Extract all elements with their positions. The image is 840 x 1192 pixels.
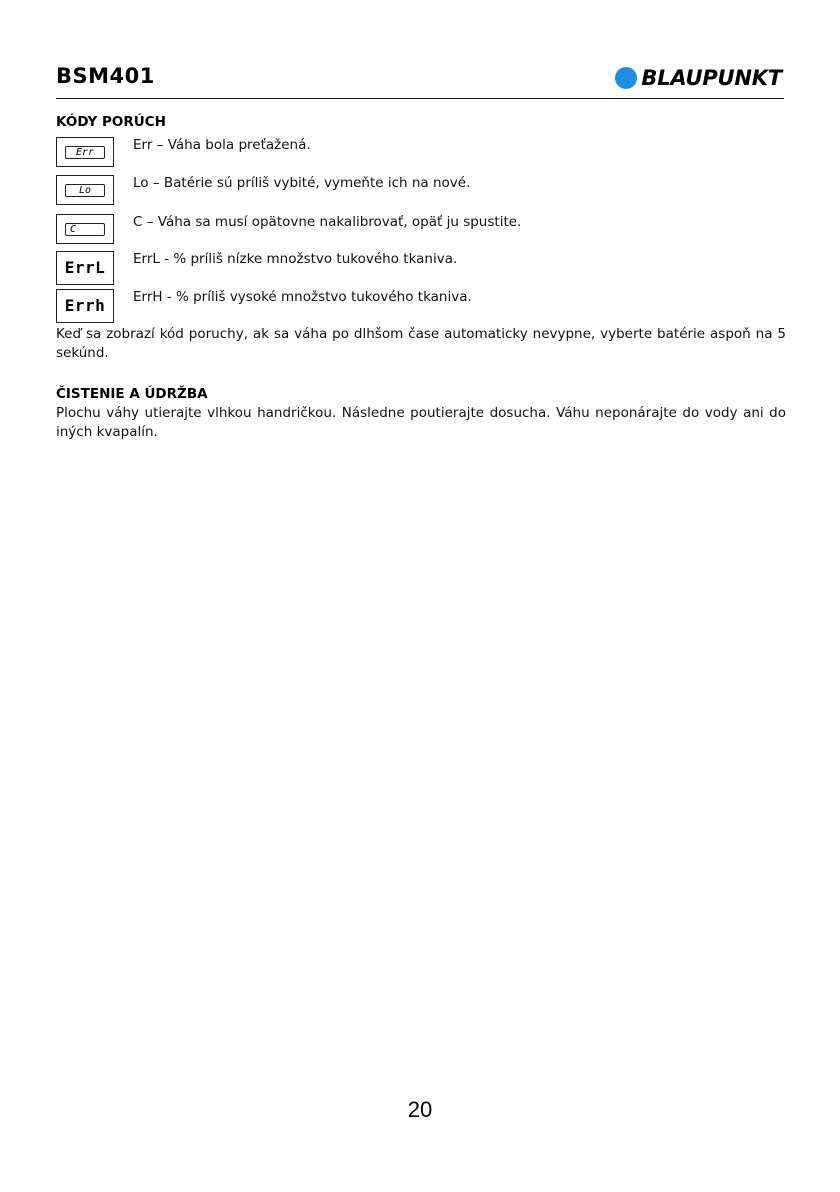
fault-code-note: Keď sa zobrazí kód poruchy, ak sa váha po dlhšom čase automaticky nevypne, vyberte batérie aspoň na 5 sekúnd. xyxy=(56,326,786,361)
lcd-display-icon xyxy=(56,137,114,167)
fault-code-row xyxy=(56,175,796,207)
brand-dot-icon xyxy=(615,67,637,89)
page-header xyxy=(56,62,784,99)
lcd-display-icon xyxy=(56,251,114,285)
lcd-display-icon xyxy=(56,214,114,244)
fault-code-row xyxy=(56,214,796,246)
cleaning-text: Plochu váhy utierajte vlhkou handričkou. Následne poutierajte dosucha. Váhu neponárajte do vody ani do iných kvapalín. xyxy=(56,405,786,440)
lcd-code-text: Lo xyxy=(65,184,105,197)
cleaning-title: ČISTENIE A ÚDRŽBA xyxy=(56,386,208,402)
page-number: 20 xyxy=(407,1097,433,1122)
lcd-display-icon xyxy=(56,289,114,323)
lcd-code-text: Err xyxy=(65,146,105,159)
fault-code-description: Lo – Batérie sú príliš vybité, vymeňte ich na nové. xyxy=(133,175,471,191)
fault-code-description: C – Váha sa musí opätovne nakalibrovať, opäť ju spustite. xyxy=(133,214,522,230)
model-name: BSM401 xyxy=(56,64,155,88)
fault-code-row xyxy=(56,137,796,169)
lcd-code-text: Errh xyxy=(64,296,106,315)
brand-logo xyxy=(615,66,782,90)
brand-name: BLAUPUNKT xyxy=(641,66,782,90)
lcd-code-text: ErrL xyxy=(64,258,106,277)
lcd-code-text: C xyxy=(65,223,105,236)
lcd-display-icon xyxy=(56,175,114,205)
fault-code-row xyxy=(56,289,796,321)
fault-code-description: Err – Váha bola preťažená. xyxy=(133,137,311,153)
fault-code-description: ErrL - % príliš nízke množstvo tukového tkaniva. xyxy=(133,251,458,267)
fault-codes-title: KÓDY PORÚCH xyxy=(56,114,166,130)
fault-code-description: ErrH - % príliš vysoké množstvo tukového tkaniva. xyxy=(133,289,472,305)
fault-code-row xyxy=(56,251,796,283)
